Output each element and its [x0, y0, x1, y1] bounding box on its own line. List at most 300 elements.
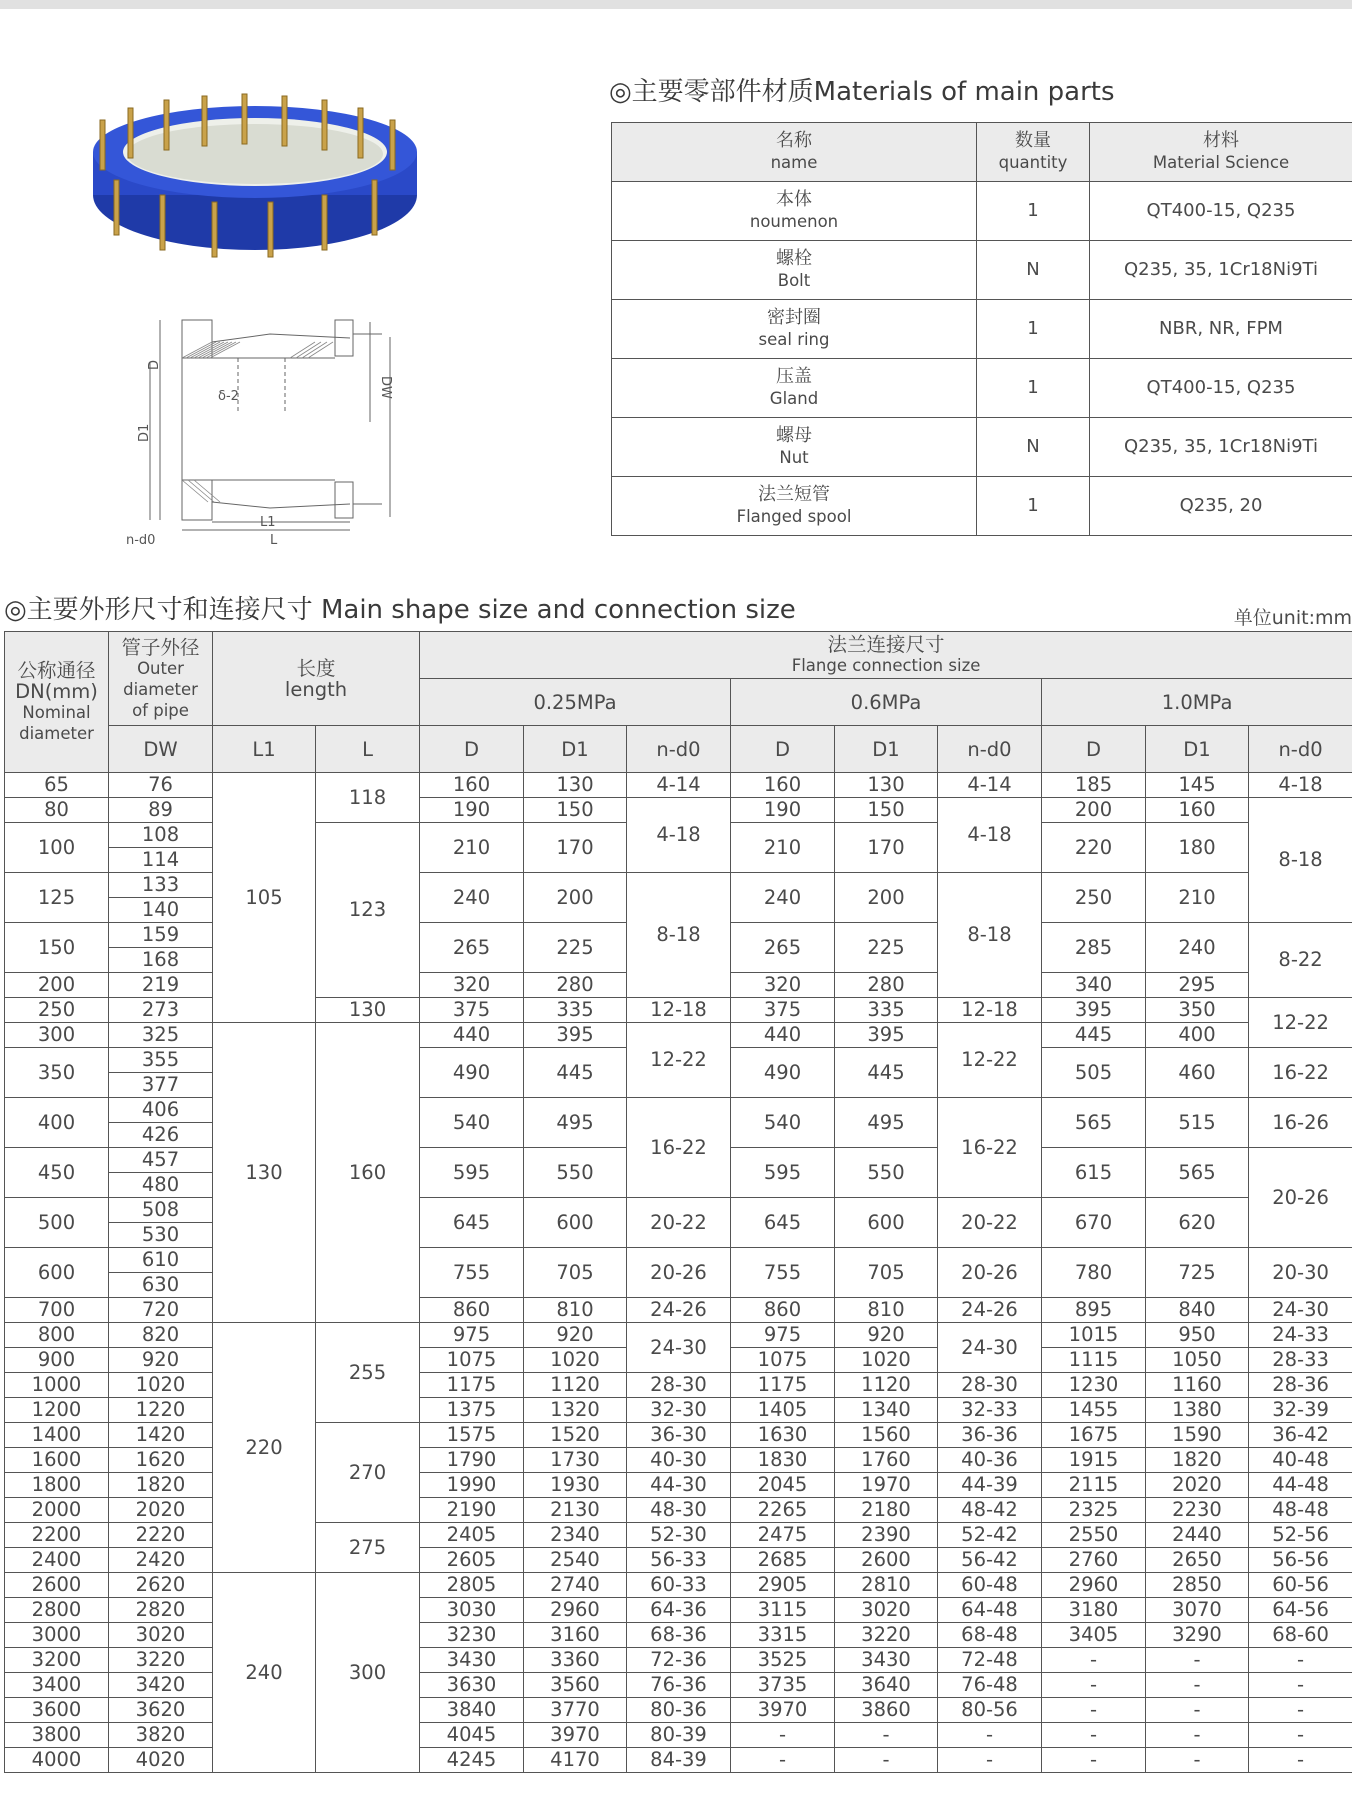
drawing-label-d1: D1	[137, 423, 152, 442]
table-row	[5, 1498, 1352, 1523]
table-row	[5, 1723, 1352, 1748]
table-cell: 273	[109, 998, 213, 1023]
table-cell: 530	[109, 1223, 213, 1248]
table-cell: 350	[1146, 998, 1249, 1023]
table-cell: 40-30	[627, 1448, 731, 1473]
materials-title: ◎主要零部件材质Materials of main parts	[609, 77, 1115, 107]
table-cell: 12-18	[627, 998, 731, 1023]
table-cell: 36-42	[1249, 1423, 1352, 1448]
table-cell: 2800	[5, 1598, 109, 1623]
table-cell: 68-60	[1249, 1623, 1352, 1648]
table-cell: 565	[1146, 1148, 1249, 1198]
table-cell: 100	[5, 823, 109, 873]
table-cell: 2340	[524, 1523, 627, 1548]
table-cell: 123	[316, 823, 420, 998]
table-cell: 377	[109, 1073, 213, 1098]
drawing-label-d: D	[147, 359, 162, 370]
table-row	[5, 798, 1352, 823]
table-cell: 130	[524, 773, 627, 798]
table-cell: 48-42	[938, 1498, 1042, 1523]
table-cell: 2685	[731, 1548, 835, 1573]
table-cell: 160	[1146, 798, 1249, 823]
table-cell: 4-18	[627, 798, 731, 873]
table-cell: 595	[731, 1148, 835, 1198]
table-cell: 2400	[5, 1548, 109, 1573]
table-row	[5, 1323, 1352, 1348]
table-cell: 24-30	[938, 1323, 1042, 1373]
table-cell: 1160	[1146, 1373, 1249, 1398]
table-cell: 265	[731, 923, 835, 973]
table-cell: 505	[1042, 1048, 1146, 1098]
table-cell: 3420	[109, 1673, 213, 1698]
table-cell: 3180	[1042, 1598, 1146, 1623]
table-cell: 2420	[109, 1548, 213, 1573]
table-cell: 2540	[524, 1548, 627, 1573]
table-cell: 3230	[420, 1623, 524, 1648]
table-cell: 190	[420, 798, 524, 823]
table-row	[5, 873, 1352, 898]
table-cell: 76-48	[938, 1673, 1042, 1698]
table-cell: 40-48	[1249, 1448, 1352, 1473]
table-cell: 1020	[835, 1348, 938, 1373]
table-cell: 1115	[1042, 1348, 1146, 1373]
dimensions-body	[5, 773, 1352, 1773]
table-cell: 48-30	[627, 1498, 731, 1523]
table-cell: 490	[731, 1048, 835, 1098]
table-cell: 2600	[5, 1573, 109, 1598]
table-cell: 700	[5, 1298, 109, 1323]
table-cell: 900	[5, 1348, 109, 1373]
table-cell: 40-36	[938, 1448, 1042, 1473]
table-cell: 335	[524, 998, 627, 1023]
table-cell: 2960	[1042, 1573, 1146, 1598]
table-row: 法兰短管 Flanged spool 1 Q235, 20	[612, 477, 1352, 536]
header-l1: L1	[213, 726, 316, 773]
table-cell: 3020	[109, 1623, 213, 1648]
header-d: D	[420, 726, 524, 773]
table-cell: 1820	[1146, 1448, 1249, 1473]
table-cell: 210	[420, 823, 524, 873]
table-cell: -	[1146, 1673, 1249, 1698]
table-cell: 3560	[524, 1673, 627, 1698]
table-cell: 2405	[420, 1523, 524, 1548]
table-cell: 1230	[1042, 1373, 1146, 1398]
table-cell: 2760	[1042, 1548, 1146, 1573]
table-cell: 4-14	[627, 773, 731, 798]
table-cell: 1075	[731, 1348, 835, 1373]
table-cell: 3820	[109, 1723, 213, 1748]
table-cell: 950	[1146, 1323, 1249, 1348]
table-cell: 3735	[731, 1673, 835, 1698]
table-cell: 3640	[835, 1673, 938, 1698]
table-cell: 3770	[524, 1698, 627, 1723]
table-cell: 12-22	[1249, 998, 1352, 1048]
header-dw: 管子外径 Outer diameter of pipe	[109, 632, 213, 726]
table-cell: 4245	[420, 1748, 524, 1773]
table-cell: 720	[109, 1298, 213, 1323]
table-cell: -	[1249, 1673, 1352, 1698]
table-cell: -	[1042, 1698, 1146, 1723]
table-cell: 3630	[420, 1673, 524, 1698]
table-cell: 2805	[420, 1573, 524, 1598]
table-cell: 3220	[835, 1623, 938, 1648]
table-cell: 200	[5, 973, 109, 998]
table-cell: 52-56	[1249, 1523, 1352, 1548]
header-d1: D1	[1146, 726, 1249, 773]
table-cell: 219	[109, 973, 213, 998]
table-cell: 24-30	[627, 1323, 731, 1373]
table-cell: 1630	[731, 1423, 835, 1448]
table-cell: 2650	[1146, 1548, 1249, 1573]
table-cell: 250	[1042, 873, 1146, 923]
table-cell: 1120	[524, 1373, 627, 1398]
table-cell: 180	[1146, 823, 1249, 873]
table-cell: 395	[524, 1023, 627, 1048]
table-cell: 1200	[5, 1398, 109, 1423]
table-cell: 295	[1146, 973, 1249, 998]
table-cell: 80-36	[627, 1698, 731, 1723]
table-cell: 515	[1146, 1098, 1249, 1148]
table-cell: 44-39	[938, 1473, 1042, 1498]
table-cell: 1075	[420, 1348, 524, 1373]
table-cell: 645	[420, 1198, 524, 1248]
table-cell: 1380	[1146, 1398, 1249, 1423]
table-cell: 72-48	[938, 1648, 1042, 1673]
table-cell: 24-30	[1249, 1298, 1352, 1323]
table-cell: -	[1042, 1673, 1146, 1698]
table-cell: 240	[731, 873, 835, 923]
table-cell: 495	[835, 1098, 938, 1148]
table-cell: 620	[1146, 1198, 1249, 1248]
header-d1: D1	[835, 726, 938, 773]
table-row	[5, 1548, 1352, 1573]
table-cell: 24-33	[1249, 1323, 1352, 1348]
table-cell: 200	[524, 873, 627, 923]
table-cell: -	[1146, 1648, 1249, 1673]
table-cell: 20-26	[1249, 1148, 1352, 1248]
table-row	[5, 1523, 1352, 1548]
table-cell: 300	[5, 1023, 109, 1048]
table-cell: 3840	[420, 1698, 524, 1723]
table-cell: 975	[731, 1323, 835, 1348]
table-cell: 450	[5, 1148, 109, 1198]
table-cell: 4045	[420, 1723, 524, 1748]
table-row	[5, 1373, 1352, 1398]
table-row: 螺母 Nut N Q235, 35, 1Cr18Ni9Ti	[612, 418, 1352, 477]
table-cell: 56-33	[627, 1548, 731, 1573]
table-cell: 1800	[5, 1473, 109, 1498]
table-row	[5, 1248, 1352, 1273]
table-cell: 44-48	[1249, 1473, 1352, 1498]
drawing-label-dw: DW	[378, 376, 393, 399]
table-cell: 426	[109, 1123, 213, 1148]
table-cell: 755	[420, 1248, 524, 1298]
table-cell: 32-30	[627, 1398, 731, 1423]
table-row	[5, 1298, 1352, 1323]
table-cell: 860	[731, 1298, 835, 1323]
table-cell: 28-36	[1249, 1373, 1352, 1398]
table-cell: 2550	[1042, 1523, 1146, 1548]
table-cell: 190	[731, 798, 835, 823]
header-dw-label: DW	[109, 726, 213, 773]
table-cell: 4000	[5, 1748, 109, 1773]
table-cell: 615	[1042, 1148, 1146, 1198]
table-cell: 36-36	[938, 1423, 1042, 1448]
table-cell: 565	[1042, 1098, 1146, 1148]
table-cell: 860	[420, 1298, 524, 1323]
table-cell: 4-18	[938, 798, 1042, 873]
table-cell: -	[1249, 1648, 1352, 1673]
table-cell: 445	[835, 1048, 938, 1098]
table-cell: 325	[109, 1023, 213, 1048]
table-cell: 2905	[731, 1573, 835, 1598]
table-cell: 1930	[524, 1473, 627, 1498]
table-cell: 2200	[5, 1523, 109, 1548]
table-cell: 3220	[109, 1648, 213, 1673]
table-cell: 2020	[1146, 1473, 1249, 1498]
table-cell: 2740	[524, 1573, 627, 1598]
header-d1: D1	[524, 726, 627, 773]
header-quantity: 数量 quantity	[977, 123, 1090, 182]
table-cell: 920	[835, 1323, 938, 1348]
table-cell: 1675	[1042, 1423, 1146, 1448]
table-cell: 12-22	[627, 1023, 731, 1098]
table-cell: 1590	[1146, 1423, 1249, 1448]
table-row	[5, 1448, 1352, 1473]
table-cell: 60-33	[627, 1573, 731, 1598]
table-cell: 1405	[731, 1398, 835, 1423]
table-cell: 1020	[524, 1348, 627, 1373]
table-cell: 1020	[109, 1373, 213, 1398]
table-cell: 895	[1042, 1298, 1146, 1323]
table-cell: 1455	[1042, 1398, 1146, 1423]
table-cell: 3600	[5, 1698, 109, 1723]
table-cell: 32-33	[938, 1398, 1042, 1423]
table-cell: 80-39	[627, 1723, 731, 1748]
table-cell: 445	[1042, 1023, 1146, 1048]
table-cell: 755	[731, 1248, 835, 1298]
table-cell: 595	[420, 1148, 524, 1198]
table-cell: 2960	[524, 1598, 627, 1623]
table-cell: 8-18	[627, 873, 731, 998]
table-row: 密封圈 seal ring 1 NBR, NR, FPM	[612, 300, 1352, 359]
drawing-label-l: L	[270, 533, 278, 548]
table-cell: 280	[835, 973, 938, 998]
table-cell: 8-18	[1249, 798, 1352, 923]
header-d: D	[731, 726, 835, 773]
table-cell: 16-26	[1249, 1098, 1352, 1148]
table-cell: 3970	[731, 1698, 835, 1723]
table-cell: 3290	[1146, 1623, 1249, 1648]
table-cell: 170	[835, 823, 938, 873]
table-cell: 76-36	[627, 1673, 731, 1698]
table-cell: 395	[835, 1023, 938, 1048]
table-cell: 4-18	[1249, 773, 1352, 798]
table-cell: 68-48	[938, 1623, 1042, 1648]
table-cell: 2265	[731, 1498, 835, 1523]
table-cell: 80-56	[938, 1698, 1042, 1723]
table-cell: 130	[316, 998, 420, 1023]
table-cell: 975	[420, 1323, 524, 1348]
table-cell: -	[1249, 1723, 1352, 1748]
table-cell: 2130	[524, 1498, 627, 1523]
table-cell: 320	[731, 973, 835, 998]
table-cell: 705	[835, 1248, 938, 1298]
table-cell: 20-22	[938, 1198, 1042, 1248]
header-l: L	[316, 726, 420, 773]
table-cell: 1120	[835, 1373, 938, 1398]
materials-table	[611, 122, 1352, 536]
top-bar	[0, 0, 1352, 9]
table-cell: 12-22	[938, 1023, 1042, 1098]
table-cell: 440	[420, 1023, 524, 1048]
table-cell: 160	[420, 773, 524, 798]
table-cell: 16-22	[627, 1098, 731, 1198]
table-cell: 56-42	[938, 1548, 1042, 1573]
table-row	[5, 1573, 1352, 1598]
table-cell: 1000	[5, 1373, 109, 1398]
table-cell: 28-33	[1249, 1348, 1352, 1373]
table-cell: 500	[5, 1198, 109, 1248]
table-row: 螺栓 Bolt N Q235, 35, 1Cr18Ni9Ti	[612, 241, 1352, 300]
table-cell: 2620	[109, 1573, 213, 1598]
table-cell: 3970	[524, 1723, 627, 1748]
table-cell: 4170	[524, 1748, 627, 1773]
table-cell: 2180	[835, 1498, 938, 1523]
table-cell: 240	[213, 1573, 316, 1773]
table-cell: 3360	[524, 1648, 627, 1673]
table-cell: 600	[5, 1248, 109, 1298]
table-cell: 445	[524, 1048, 627, 1098]
table-cell: 2325	[1042, 1498, 1146, 1523]
table-row	[5, 773, 1352, 798]
table-cell: 3070	[1146, 1598, 1249, 1623]
table-cell: 3430	[420, 1648, 524, 1673]
table-cell: 2045	[731, 1473, 835, 1498]
table-cell: 133	[109, 873, 213, 898]
table-row	[5, 1473, 1352, 1498]
table-cell: 3405	[1042, 1623, 1146, 1648]
table-cell: 2000	[5, 1498, 109, 1523]
table-cell: 44-30	[627, 1473, 731, 1498]
table-cell: 270	[316, 1423, 420, 1523]
table-cell: 105	[213, 773, 316, 1023]
table-cell: 3030	[420, 1598, 524, 1623]
table-cell: 400	[1146, 1023, 1249, 1048]
table-cell: 1175	[731, 1373, 835, 1398]
table-cell: 2390	[835, 1523, 938, 1548]
table-cell: 1520	[524, 1423, 627, 1448]
table-cell: 1820	[109, 1473, 213, 1498]
table-cell: -	[1249, 1698, 1352, 1723]
table-cell: 2600	[835, 1548, 938, 1573]
table-cell: 118	[316, 773, 420, 823]
table-row	[5, 1098, 1352, 1123]
table-cell: 2475	[731, 1523, 835, 1548]
table-cell: 12-18	[938, 998, 1042, 1023]
table-cell: 240	[1146, 923, 1249, 973]
table-cell: 80	[5, 798, 109, 823]
table-cell: 52-42	[938, 1523, 1042, 1548]
table-cell: 2440	[1146, 1523, 1249, 1548]
table-cell: 550	[524, 1148, 627, 1198]
table-cell: 645	[731, 1198, 835, 1248]
table-cell: 20-26	[627, 1248, 731, 1298]
table-cell: 200	[835, 873, 938, 923]
drawing-label-l1: L1	[260, 515, 276, 530]
table-cell: 1400	[5, 1423, 109, 1448]
table-cell: 840	[1146, 1298, 1249, 1323]
table-cell: 185	[1042, 773, 1146, 798]
table-cell: 150	[524, 798, 627, 823]
table-cell: -	[1042, 1648, 1146, 1673]
table-cell: 3525	[731, 1648, 835, 1673]
table-cell: 24-26	[938, 1298, 1042, 1323]
header-pressure-06: 0.6MPa	[731, 679, 1042, 726]
table-cell: 810	[524, 1298, 627, 1323]
table-cell: 285	[1042, 923, 1146, 973]
table-cell: 8-22	[1249, 923, 1352, 998]
table-row: 本体 noumenon 1 QT400-15, Q235	[612, 182, 1352, 241]
table-cell: 60-56	[1249, 1573, 1352, 1598]
table-cell: 220	[1042, 823, 1146, 873]
table-cell: 130	[213, 1023, 316, 1323]
table-cell: 130	[835, 773, 938, 798]
table-cell: -	[731, 1748, 835, 1773]
table-cell: -	[1146, 1748, 1249, 1773]
dimensions-title: ◎主要外形尺寸和连接尺寸 Main shape size and connection size	[4, 595, 796, 625]
table-cell: 457	[109, 1148, 213, 1173]
table-cell: 3400	[5, 1673, 109, 1698]
table-cell: 1560	[835, 1423, 938, 1448]
table-cell: 225	[524, 923, 627, 973]
table-cell: 210	[1146, 873, 1249, 923]
table-cell: 375	[731, 998, 835, 1023]
table-row	[5, 1748, 1352, 1773]
table-cell: 1600	[5, 1448, 109, 1473]
table-cell: 160	[316, 1023, 420, 1323]
table-cell: 920	[109, 1348, 213, 1373]
table-cell: 220	[213, 1323, 316, 1573]
table-cell: 1320	[524, 1398, 627, 1423]
table-cell: 76	[109, 773, 213, 798]
table-row	[5, 1648, 1352, 1673]
table-cell: 495	[524, 1098, 627, 1148]
table-cell: 800	[5, 1323, 109, 1348]
table-cell: 3800	[5, 1723, 109, 1748]
table-cell: 84-39	[627, 1748, 731, 1773]
header-pressure-10: 1.0MPa	[1042, 679, 1352, 726]
table-cell: 1990	[420, 1473, 524, 1498]
table-cell: 460	[1146, 1048, 1249, 1098]
table-cell: 8-18	[938, 873, 1042, 998]
table-cell: 114	[109, 848, 213, 873]
table-row	[5, 1023, 1352, 1048]
header-nd0: n-d0	[1249, 726, 1352, 773]
table-cell: 1760	[835, 1448, 938, 1473]
table-cell: 1575	[420, 1423, 524, 1448]
table-cell: 64-36	[627, 1598, 731, 1623]
table-cell: 395	[1042, 998, 1146, 1023]
table-cell: 3620	[109, 1698, 213, 1723]
table-cell: 280	[524, 973, 627, 998]
table-cell: 48-48	[1249, 1498, 1352, 1523]
table-row	[5, 1598, 1352, 1623]
dimensions-table	[4, 631, 1352, 1773]
table-cell: 68-36	[627, 1623, 731, 1648]
table-cell: 3430	[835, 1648, 938, 1673]
table-cell: 630	[109, 1273, 213, 1298]
